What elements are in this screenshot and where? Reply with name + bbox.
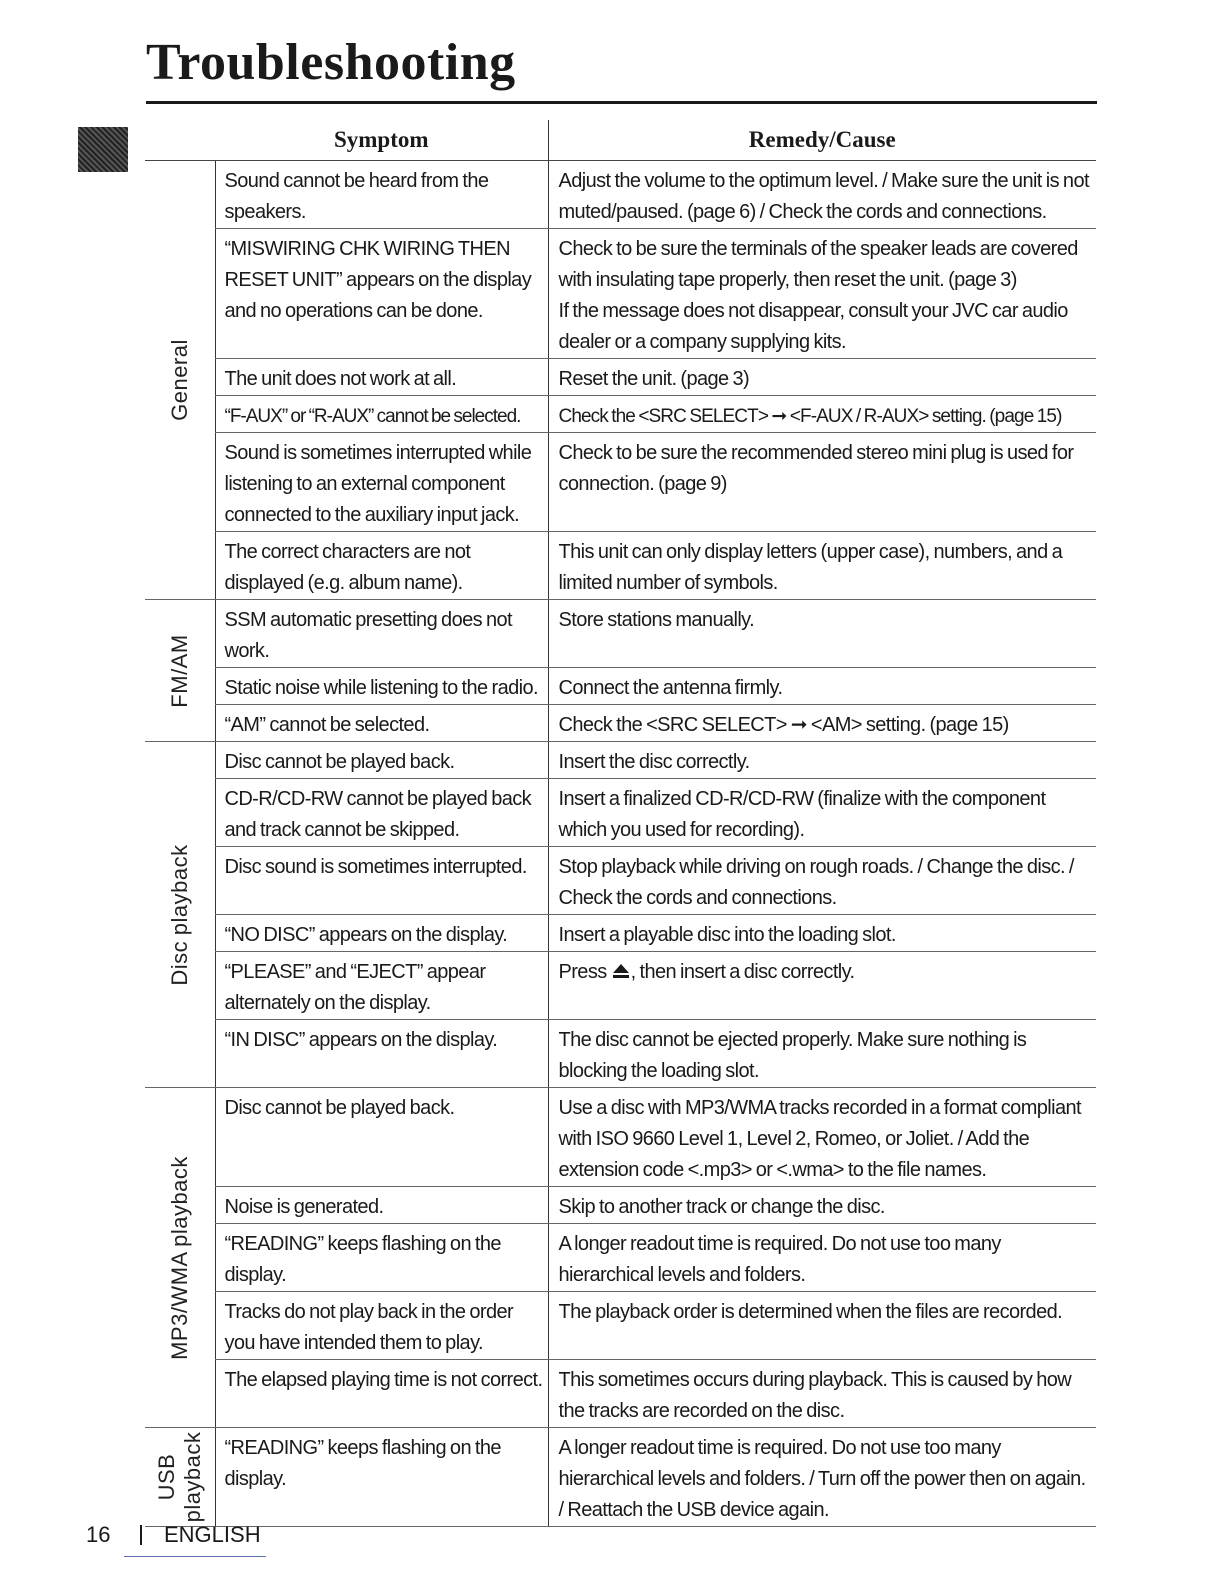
table-row — [145, 161, 1096, 229]
remedy-cell: Skip to another track or change the disc. — [548, 1187, 1096, 1224]
table-row — [145, 1224, 1096, 1292]
page-title: Troubleshooting — [146, 34, 516, 91]
symptom-cell: “IN DISC” appears on the display. — [215, 1020, 548, 1088]
table-row — [145, 915, 1096, 952]
table-row — [145, 1088, 1096, 1187]
remedy-cell: Check the <SRC SELECT> ➞ <F-AUX / R-AUX> setting. (page 15) — [548, 396, 1096, 433]
remedy-column-header: Remedy/Cause — [548, 120, 1096, 161]
remedy-cell: Insert the disc correctly. — [548, 742, 1096, 779]
remedy-cell: The disc cannot be ejected properly. Make sure nothing is blocking the loading slot. — [548, 1020, 1096, 1088]
symptom-cell: Noise is generated. — [215, 1187, 548, 1224]
symptom-cell: The correct characters are not displayed (e.g. album name). — [215, 532, 548, 600]
section-disc-playback — [145, 742, 215, 1088]
table-row — [145, 359, 1096, 396]
table-row — [145, 779, 1096, 847]
title-rule — [146, 101, 1097, 104]
symptom-cell: “PLEASE” and “EJECT” appear alternately on the display. — [215, 952, 548, 1020]
symptom-cell: Sound is sometimes interrupted while listening to an external component connected to the auxiliary input jack. — [215, 433, 548, 532]
symptom-cell: “NO DISC” appears on the display. — [215, 915, 548, 952]
table-row — [145, 705, 1096, 742]
symptom-cell: Tracks do not play back in the order you have intended them to play. — [215, 1292, 548, 1360]
section-label-usb-playback — [154, 1432, 206, 1523]
table-row — [145, 532, 1096, 600]
symptom-cell: “MISWIRING CHK WIRING THEN RESET UNIT” appears on the display and no operations can be done. — [215, 229, 548, 359]
section-general — [145, 161, 215, 600]
remedy-cell: Use a disc with MP3/WMA tracks recorded in a format compliant with ISO 9660 Level 1, Level 2, Romeo, or Joliet. / Add the extension code <.mp3> or <.wma> to the file names. — [548, 1088, 1096, 1187]
remedy-cell: A longer readout time is required. Do not use too many hierarchical levels and folders. — [548, 1224, 1096, 1292]
remedy-text-after: , then insert a disc correctly. — [630, 961, 855, 983]
page-footer — [86, 1520, 261, 1550]
footer-rule — [124, 1556, 266, 1557]
remedy-cell: This unit can only display letters (upper case), numbers, and a limited number of symbols. — [548, 532, 1096, 600]
remedy-cell: Store stations manually. — [548, 600, 1096, 668]
symptom-cell: Disc cannot be played back. — [215, 1088, 548, 1187]
section-label-mp3-wma: MP3/WMA playback — [166, 1155, 192, 1360]
symptom-cell: Static noise while listening to the radio. — [215, 668, 548, 705]
section-label-usb-line1: USB — [153, 1453, 179, 1501]
symptom-cell: “F-AUX” or “R-AUX” cannot be selected. — [215, 396, 548, 433]
section-column-header — [145, 120, 215, 161]
remedy-cell: Reset the unit. (page 3) — [548, 359, 1096, 396]
table-row — [145, 433, 1096, 532]
remedy-cell: Adjust the volume to the optimum level. / Make sure the unit is not muted/paused. (page 6) / Check the cords and connections. — [548, 161, 1096, 229]
footer-language: ENGLISH — [164, 1522, 261, 1547]
table-row — [145, 1428, 1096, 1527]
table-row — [145, 1187, 1096, 1224]
section-label-disc-playback: Disc playback — [166, 843, 192, 986]
table-row — [145, 742, 1096, 779]
remedy-cell: Check the <SRC SELECT> ➞ <AM> setting. (page 15) — [548, 705, 1096, 742]
remedy-cell: Check to be sure the recommended stereo mini plug is used for connection. (page 9) — [548, 433, 1096, 532]
symptom-cell: “AM” cannot be selected. — [215, 705, 548, 742]
eject-icon — [612, 959, 630, 990]
remedy-cell: Stop playback while driving on rough roads. / Change the disc. / Check the cords and connections. — [548, 847, 1096, 915]
troubleshooting-table — [145, 120, 1096, 1527]
section-label-usb-line2: playback — [179, 1431, 205, 1523]
footer-separator — [140, 1525, 142, 1545]
table-header-row — [145, 120, 1096, 161]
remedy-cell: A longer readout time is required. Do not use too many hierarchical levels and folders. / Turn off the power then on again. / Reattach the USB device again. — [548, 1428, 1096, 1527]
section-fm-am — [145, 600, 215, 742]
table-row — [145, 600, 1096, 668]
remedy-cell: Check to be sure the terminals of the speaker leads are covered with insulating tape properly, then reset the unit. (page 3) If the message does not disappear, consult your JVC car audio dealer or a company supplying kits. — [548, 229, 1096, 359]
table-row — [145, 952, 1096, 1020]
table-row — [145, 1020, 1096, 1088]
remedy-cell: This sometimes occurs during playback. This is caused by how the tracks are recorded on the disc. — [548, 1360, 1096, 1428]
symptom-cell: Disc cannot be played back. — [215, 742, 548, 779]
table-row — [145, 1292, 1096, 1360]
section-label-fm-am: FM/AM — [166, 633, 192, 708]
remedy-text-before: Press — [558, 961, 611, 983]
remedy-cell: The playback order is determined when the files are recorded. — [548, 1292, 1096, 1360]
table-row — [145, 668, 1096, 705]
symptom-cell: Disc sound is sometimes interrupted. — [215, 847, 548, 915]
symptom-cell: CD-R/CD-RW cannot be played back and track cannot be skipped. — [215, 779, 548, 847]
table-row — [145, 1360, 1096, 1428]
symptom-cell: “READING” keeps flashing on the display. — [215, 1224, 548, 1292]
section-tab-marker — [78, 127, 128, 172]
section-label-general: General — [166, 339, 192, 421]
symptom-cell: Sound cannot be heard from the speakers. — [215, 161, 548, 229]
symptom-column-header: Symptom — [215, 120, 548, 161]
remedy-cell: Insert a finalized CD-R/CD-RW (finalize with the component which you used for recording). — [548, 779, 1096, 847]
section-usb-playback — [145, 1428, 215, 1527]
page-number: 16 — [86, 1522, 111, 1547]
remedy-cell — [548, 952, 1096, 1020]
symptom-cell: “READING” keeps flashing on the display. — [215, 1428, 548, 1527]
section-mp3-wma-playback — [145, 1088, 215, 1428]
table-row — [145, 847, 1096, 915]
table-row — [145, 229, 1096, 359]
symptom-cell: The unit does not work at all. — [215, 359, 548, 396]
table-row — [145, 396, 1096, 433]
remedy-cell: Connect the antenna firmly. — [548, 668, 1096, 705]
symptom-cell: SSM automatic presetting does not work. — [215, 600, 548, 668]
symptom-cell: The elapsed playing time is not correct. — [215, 1360, 548, 1428]
remedy-cell: Insert a playable disc into the loading slot. — [548, 915, 1096, 952]
